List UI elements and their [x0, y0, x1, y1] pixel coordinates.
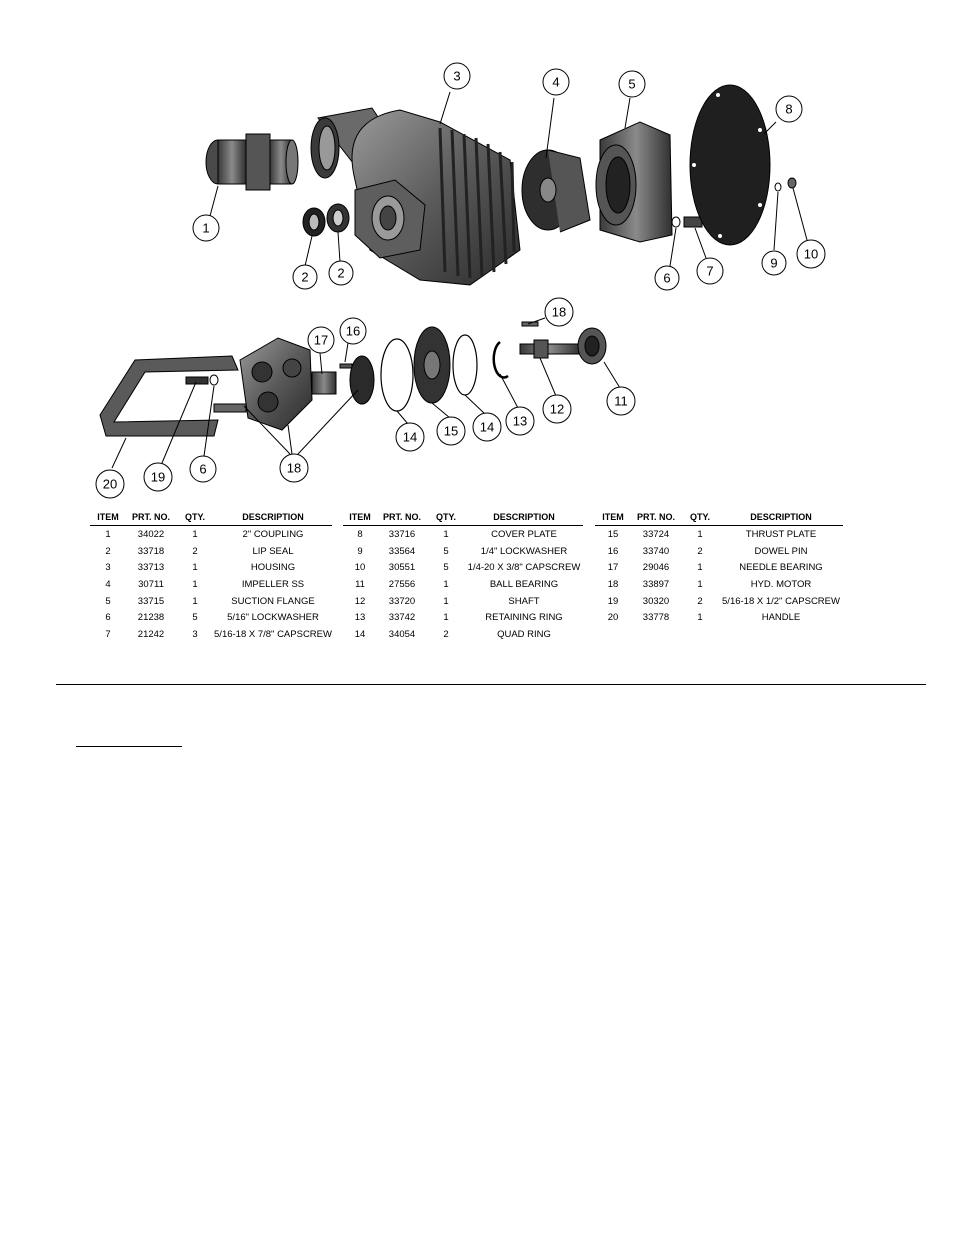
parts-table-column-1	[90, 512, 332, 643]
cell-qty: 1	[697, 562, 703, 574]
exploded-parts-diagram	[0, 0, 954, 500]
cell-item: 7	[105, 628, 111, 640]
callout-16	[340, 318, 366, 344]
callout-5	[619, 71, 645, 97]
callout-19	[144, 463, 172, 491]
cell-item: 10	[354, 562, 366, 574]
callout-7	[697, 258, 723, 284]
svg-text:7: 7	[706, 263, 714, 279]
cell-description: DOWEL PIN	[754, 545, 808, 557]
table-row	[595, 609, 843, 626]
svg-text:8: 8	[785, 101, 793, 117]
cell-description: RETAINING RING	[485, 612, 563, 624]
svg-text:2: 2	[301, 269, 309, 285]
impeller-part-drawing	[522, 150, 590, 232]
callout-1	[193, 215, 219, 241]
table-row	[595, 559, 843, 576]
cell-part-no: 33740	[642, 545, 670, 557]
ball-bearing-part-drawing	[578, 328, 606, 364]
header-description: DESCRIPTION	[465, 512, 583, 526]
header-item: ITEM	[595, 512, 631, 526]
table-row	[595, 593, 843, 610]
cell-item: 12	[354, 595, 366, 607]
header-item: ITEM	[90, 512, 126, 526]
cell-qty: 1	[443, 612, 449, 624]
table-header-row	[343, 512, 583, 526]
callout-17	[308, 327, 334, 353]
cell-qty: 1	[697, 612, 703, 624]
cell-qty: 2	[443, 628, 449, 640]
cell-qty: 1	[192, 578, 198, 590]
callout-14a	[473, 413, 501, 441]
table-header-row	[90, 512, 332, 526]
cell-part-no: 33778	[642, 612, 670, 624]
header-description: DESCRIPTION	[214, 512, 332, 526]
housing-part-drawing	[311, 108, 520, 285]
table-row	[90, 593, 332, 610]
lip-seal-part-drawings	[303, 204, 349, 236]
cell-description: QUAD RING	[497, 628, 551, 640]
callout-2a	[293, 265, 317, 289]
svg-text:15: 15	[443, 423, 459, 439]
cell-item: 18	[607, 578, 619, 590]
suction-flange-part-drawing	[596, 122, 672, 242]
cell-qty: 5	[192, 612, 198, 624]
cell-item: 9	[357, 545, 363, 557]
cell-description: 1/4-20 X 3/8" CAPSCREW	[467, 562, 581, 574]
cell-part-no: 30320	[642, 595, 670, 607]
cell-part-no: 33718	[137, 545, 165, 557]
shaft-part-drawing	[520, 340, 580, 358]
svg-text:1: 1	[202, 220, 210, 236]
header-qty: QTY.	[427, 512, 465, 526]
header-qty: QTY.	[681, 512, 719, 526]
cell-description: HANDLE	[761, 612, 801, 624]
cell-item: 17	[607, 562, 619, 574]
cell-qty: 5	[443, 562, 449, 574]
cell-description: SHAFT	[508, 595, 540, 607]
parts-table-column-3	[595, 512, 843, 626]
cell-part-no: 30711	[138, 578, 164, 590]
cell-qty: 2	[697, 545, 703, 557]
svg-text:17: 17	[313, 332, 329, 348]
cell-qty: 1	[697, 578, 703, 590]
svg-text:13: 13	[512, 413, 528, 429]
table-row	[343, 576, 583, 593]
cell-item: 14	[354, 628, 366, 640]
retaining-ring-part-drawing	[494, 342, 508, 377]
svg-text:4: 4	[552, 74, 560, 90]
cell-qty: 3	[192, 628, 198, 640]
header-qty: QTY.	[176, 512, 214, 526]
cell-description: HOUSING	[250, 562, 296, 574]
header-part-no: PRT. NO.	[377, 512, 427, 526]
parts-table-column-2	[343, 512, 583, 643]
cell-description: COVER PLATE	[491, 528, 557, 540]
cell-description: 2" COUPLING	[242, 528, 304, 540]
callout-3	[444, 63, 470, 89]
cell-item: 8	[357, 528, 363, 540]
capscrew-lockwasher-bottom-drawing	[186, 375, 218, 385]
cell-qty: 1	[192, 562, 198, 574]
callout-9	[762, 251, 786, 275]
cell-part-no: 33742	[388, 612, 416, 624]
cell-part-no: 21242	[137, 628, 165, 640]
callout-15	[437, 417, 465, 445]
header-item: ITEM	[343, 512, 377, 526]
callout-2b	[329, 261, 353, 285]
cell-part-no: 30551	[388, 562, 416, 574]
svg-text:6: 6	[663, 270, 671, 286]
cover-plate-part-drawing	[690, 85, 770, 245]
table-row	[343, 526, 583, 543]
cell-item: 4	[105, 578, 111, 590]
needle-bearing-dowel-drawing	[312, 364, 352, 394]
svg-text:14: 14	[402, 429, 418, 445]
callout-18-bottom	[280, 454, 308, 482]
cell-description: THRUST PLATE	[745, 528, 817, 540]
svg-text:12: 12	[549, 401, 565, 417]
callout-12	[543, 395, 571, 423]
cell-qty: 1	[192, 528, 198, 540]
svg-text:6: 6	[199, 461, 207, 477]
svg-text:5: 5	[628, 76, 636, 92]
cell-item: 1	[105, 528, 111, 540]
callout-18-top	[545, 298, 573, 326]
table-row	[90, 626, 332, 643]
cell-description: NEEDLE BEARING	[739, 562, 823, 574]
cell-item: 2	[105, 545, 111, 557]
cell-item: 6	[105, 612, 111, 624]
callout-10	[797, 240, 825, 268]
svg-text:19: 19	[150, 469, 166, 485]
cell-qty: 1	[192, 595, 198, 607]
svg-text:18: 18	[551, 304, 567, 320]
coupling-part-drawing	[206, 134, 298, 190]
table-row	[90, 609, 332, 626]
svg-text:18: 18	[286, 460, 302, 476]
cell-item: 19	[607, 595, 619, 607]
cell-part-no: 33715	[137, 595, 165, 607]
callout-8	[776, 96, 802, 122]
callout-4	[543, 69, 569, 95]
table-row	[90, 576, 332, 593]
callout-6-top	[655, 266, 679, 290]
svg-text:10: 10	[803, 246, 819, 262]
svg-text:14: 14	[479, 419, 495, 435]
underline-rule	[76, 746, 182, 747]
cell-part-no: 34022	[137, 528, 165, 540]
svg-text:16: 16	[345, 323, 361, 339]
cell-part-no: 33713	[137, 562, 165, 574]
svg-text:11: 11	[614, 393, 628, 409]
table-row	[343, 543, 583, 560]
table-row	[90, 543, 332, 560]
header-part-no: PRT. NO.	[631, 512, 681, 526]
table-row	[595, 576, 843, 593]
cell-qty: 2	[192, 545, 198, 557]
cell-part-no: 29046	[642, 562, 670, 574]
table-row	[595, 543, 843, 560]
cell-item: 15	[607, 528, 619, 540]
cell-part-no: 33724	[642, 528, 670, 540]
cell-item: 5	[105, 595, 111, 607]
cell-part-no: 21238	[137, 612, 165, 624]
cell-description: IMPELLER SS	[241, 578, 305, 590]
callout-14b	[396, 423, 424, 451]
lockwasher-capscrew-top-drawing	[672, 217, 702, 227]
cell-qty: 2	[697, 595, 703, 607]
cell-description: BALL BEARING	[489, 578, 559, 590]
cell-description: LIP SEAL	[252, 545, 294, 557]
header-part-no: PRT. NO.	[126, 512, 176, 526]
cell-qty: 5	[443, 545, 449, 557]
cell-description: HYD. MOTOR	[750, 578, 812, 590]
cell-item: 13	[354, 612, 366, 624]
cell-item: 3	[105, 562, 111, 574]
cell-part-no: 33564	[388, 545, 416, 557]
table-row	[343, 609, 583, 626]
cell-part-no: 27556	[388, 578, 416, 590]
table-header-row	[595, 512, 843, 526]
handle-part-drawing	[100, 356, 238, 436]
header-description: DESCRIPTION	[719, 512, 843, 526]
cell-item: 16	[607, 545, 619, 557]
table-row	[595, 526, 843, 543]
callout-11	[607, 387, 635, 415]
table-row	[90, 526, 332, 543]
cell-item: 20	[607, 612, 619, 624]
cell-qty: 1	[443, 578, 449, 590]
callout-20	[96, 470, 124, 498]
thrust-plate-part-drawing	[350, 327, 450, 404]
callout-6-bottom	[190, 456, 216, 482]
svg-text:20: 20	[102, 476, 118, 492]
table-row	[343, 626, 583, 643]
cell-description: 1/4" LOCKWASHER	[480, 545, 568, 557]
cell-qty: 1	[443, 528, 449, 540]
cell-part-no: 33716	[388, 528, 416, 540]
svg-text:9: 9	[770, 255, 778, 271]
cell-item: 11	[355, 578, 365, 590]
section-divider	[56, 684, 926, 685]
cell-description: SUCTION FLANGE	[231, 595, 315, 607]
table-row	[90, 559, 332, 576]
svg-text:3: 3	[453, 68, 461, 84]
svg-text:2: 2	[337, 265, 345, 281]
cell-part-no: 34054	[388, 628, 416, 640]
cell-qty: 1	[697, 528, 703, 540]
cell-description: 5/16" LOCKWASHER	[227, 612, 319, 624]
callout-13	[506, 407, 534, 435]
cell-description: 5/16-18 X 1/2" CAPSCREW	[722, 595, 840, 607]
cell-part-no: 33720	[388, 595, 416, 607]
table-row	[343, 593, 583, 610]
cell-qty: 1	[443, 595, 449, 607]
cell-part-no: 33897	[642, 578, 670, 590]
cell-description: 5/16-18 X 7/8" CAPSCREW	[214, 628, 332, 640]
table-row	[343, 559, 583, 576]
